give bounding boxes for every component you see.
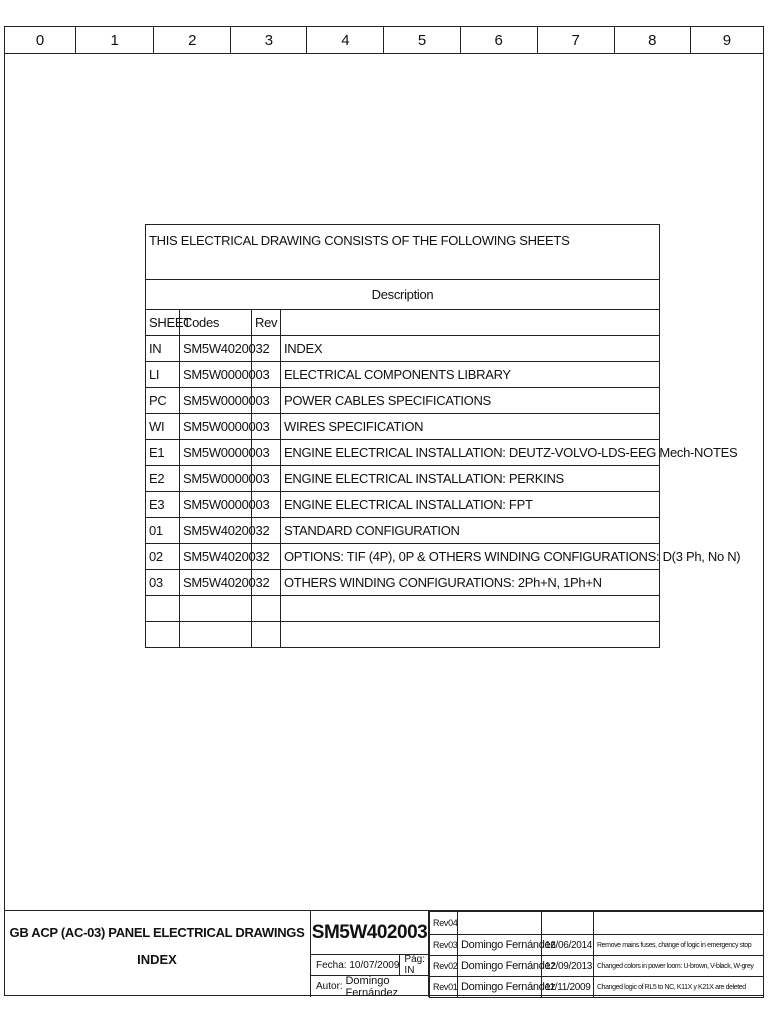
code-cell: SM5W402003: [180, 336, 252, 362]
table-row: [146, 518, 660, 544]
revision-note: Remove mains fuses, change of logic in emergency stop: [594, 935, 764, 956]
rev-cell: 2: [252, 570, 281, 596]
rev-cell: 2: [252, 544, 281, 570]
description-cell: STANDARD CONFIGURATION: [281, 518, 660, 544]
table-row: [146, 596, 660, 622]
code-cell: SM5W000000: [180, 466, 252, 492]
description-cell: WIRES SPECIFICATION: [281, 414, 660, 440]
revision-row: [430, 935, 764, 956]
ruler-cell: 5: [384, 27, 460, 53]
revision-label: Rev04: [430, 912, 458, 935]
description-cell: [281, 596, 660, 622]
code-cell: SM5W000000: [180, 440, 252, 466]
fecha-label: Fecha:: [316, 959, 347, 971]
ruler-cell: 2: [154, 27, 231, 53]
rev-cell: 3: [252, 492, 281, 518]
revision-label: Rev01: [430, 977, 458, 998]
rev-cell: 2: [252, 518, 281, 544]
revision-author: [458, 912, 542, 935]
description-cell: ENGINE ELECTRICAL INSTALLATION: FPT: [281, 492, 660, 518]
code-cell: [180, 596, 252, 622]
description-cell: ENGINE ELECTRICAL INSTALLATION: PERKINS: [281, 466, 660, 492]
sheet-index-table: [145, 224, 741, 648]
description-cell: OTHERS WINDING CONFIGURATIONS: 2Ph+N, 1Ph+N: [281, 570, 660, 596]
sheet-cell: [146, 622, 180, 648]
column-ruler: [4, 26, 764, 54]
sheet-cell: LI: [146, 362, 180, 388]
description-cell: ELECTRICAL COMPONENTS LIBRARY: [281, 362, 660, 388]
sheet-cell: IN: [146, 336, 180, 362]
column-header-codes: Codes: [180, 310, 252, 336]
table-row: [146, 544, 660, 570]
drawing-title: GB ACP (AC-03) PANEL ELECTRICAL DRAWINGS: [9, 925, 305, 940]
fecha-row: [311, 955, 428, 976]
table-row: [146, 388, 660, 414]
table-row: [146, 414, 660, 440]
revision-author: Domingo Fernández: [458, 977, 542, 998]
ruler-cell: 3: [231, 27, 307, 53]
revision-row: [430, 956, 764, 977]
description-cell: ENGINE ELECTRICAL INSTALLATION: DEUTZ-VOLVO-LDS-EEG Mech-NOTES: [281, 440, 660, 466]
code-cell: SM5W402003: [180, 518, 252, 544]
table-row: [146, 362, 660, 388]
ruler-cell: 0: [5, 27, 76, 53]
sheet-cell: E2: [146, 466, 180, 492]
ruler-cell: 6: [461, 27, 538, 53]
rev-cell: 3: [252, 440, 281, 466]
sheet-cell: [146, 596, 180, 622]
revision-row: [430, 912, 764, 935]
revision-label: Rev03: [430, 935, 458, 956]
revision-author: Domingo Fernández: [458, 935, 542, 956]
table-row: [146, 570, 660, 596]
sheet-cell: 01: [146, 518, 180, 544]
description-cell: OPTIONS: TIF (4P), 0P & OTHERS WINDING CONFIGURATIONS: D(3 Ph, No N): [281, 544, 660, 570]
code-cell: [180, 622, 252, 648]
sheet-cell: WI: [146, 414, 180, 440]
table-row: [146, 440, 660, 466]
description-cell: INDEX: [281, 336, 660, 362]
drawing-subtitle: INDEX: [137, 952, 177, 967]
rev-cell: 3: [252, 414, 281, 440]
sheet-cell: PC: [146, 388, 180, 414]
code-cell: SM5W000000: [180, 362, 252, 388]
drawing-code: SM5W402003: [311, 911, 428, 955]
ruler-cell: 8: [615, 27, 691, 53]
revision-row: [430, 977, 764, 998]
code-cell: SM5W402003: [180, 570, 252, 596]
table-row: [146, 466, 660, 492]
description-label: Description: [146, 280, 660, 310]
rev-cell: 3: [252, 466, 281, 492]
sheet-cell: 03: [146, 570, 180, 596]
rev-cell: 2: [252, 336, 281, 362]
column-header-sheet: SHEET: [146, 310, 180, 336]
index-heading: THIS ELECTRICAL DRAWING CONSISTS OF THE FOLLOWING SHEETS: [146, 225, 660, 280]
code-cell: SM5W000000: [180, 492, 252, 518]
sheet-cell: E1: [146, 440, 180, 466]
code-cell: SM5W402003: [180, 544, 252, 570]
sheet-cell: E3: [146, 492, 180, 518]
table-row: [146, 492, 660, 518]
revision-note: [594, 912, 764, 935]
title-block-title-area: [4, 911, 311, 997]
ruler-cell: 9: [722, 31, 732, 49]
code-cell: SM5W000000: [180, 388, 252, 414]
revision-date: 11/11/2009: [542, 977, 594, 998]
column-header-rev: Rev: [252, 310, 281, 336]
title-block: [4, 910, 764, 999]
revision-date: 16/06/2014: [542, 935, 594, 956]
autor-row: [311, 976, 428, 997]
autor-label: Autor:: [316, 981, 343, 992]
column-header-desc: [281, 310, 660, 336]
autor-value: Domingo Fernández: [345, 974, 399, 999]
revision-author: Domingo Fernández: [458, 956, 542, 977]
rev-cell: 3: [252, 362, 281, 388]
revision-date: 12/09/2013: [542, 956, 594, 977]
revision-date: [542, 912, 594, 935]
description-cell: POWER CABLES SPECIFICATIONS: [281, 388, 660, 414]
index-rows: [146, 336, 741, 648]
sheet-cell: 02: [146, 544, 180, 570]
table-row: [146, 336, 660, 362]
fecha-value: 10/07/2009: [349, 959, 400, 971]
revision-label: Rev02: [430, 956, 458, 977]
rev-cell: 3: [252, 388, 281, 414]
revision-note: Changed logic of RL5 to NC, K11X y K21X are deleted: [594, 977, 764, 998]
ruler-cell: 4: [307, 27, 384, 53]
rev-cell: [252, 622, 281, 648]
code-cell: SM5W000000: [180, 414, 252, 440]
title-block-code-area: [311, 911, 429, 997]
description-cell: [281, 622, 660, 648]
ruler-cell: 7: [538, 27, 615, 53]
revision-note: Changed colors in power loom: U-brown, V-black, W-grey: [594, 956, 764, 977]
ruler-cell: 1: [76, 27, 154, 53]
pag-label: Pág: IN: [399, 955, 429, 975]
table-row: [146, 622, 660, 648]
rev-cell: [252, 596, 281, 622]
revision-table: [429, 911, 764, 998]
